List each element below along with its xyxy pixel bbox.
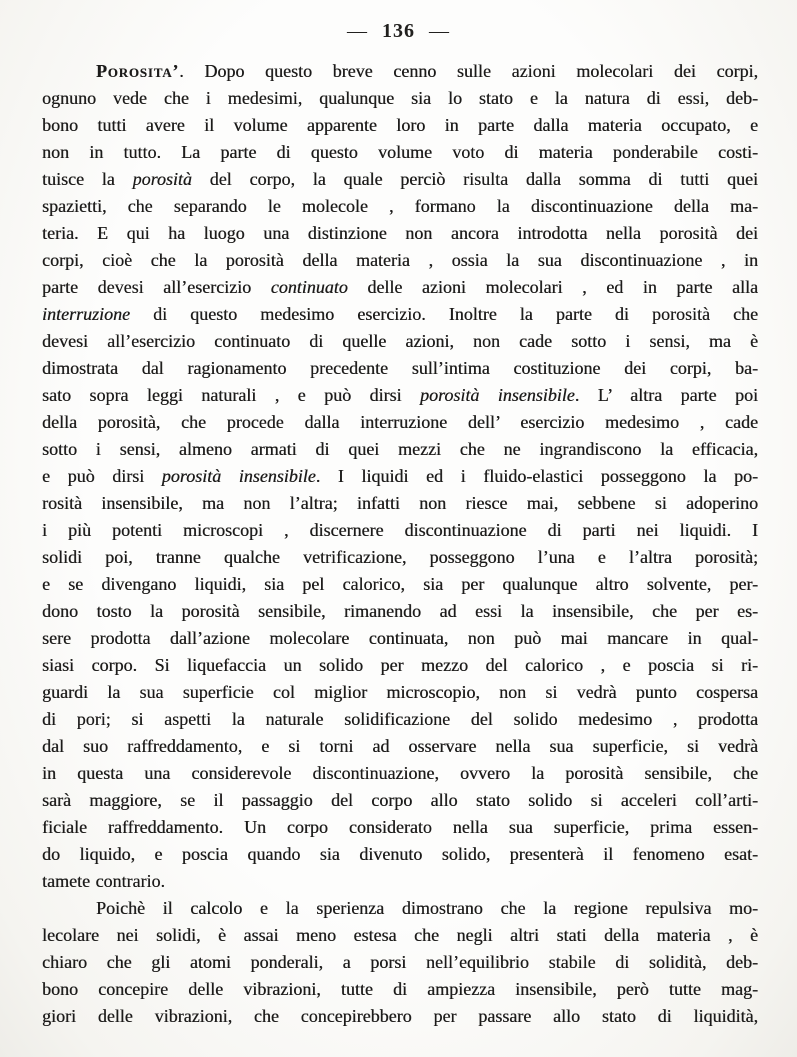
text-line [42,1003,758,1030]
emphasized-term: continuato [270,277,348,297]
text-segment: spazietti, che separando le molecole , formano la discontinuazione della ma- [42,196,758,216]
text-line [42,139,758,166]
text-segment: do liquido, e poscia quando sia divenuto solido, presenterà il fenomeno esat- [42,844,758,864]
text-line [42,949,758,976]
text-line [42,922,758,949]
text-line [42,193,758,220]
text-segment: sere prodotta dall’azione molecolare continuata, non può mai mancare in qual- [42,628,758,648]
text-segment: non in tutto. La parte di questo volume voto di materia ponderabile costi- [42,142,758,162]
text-line [42,841,758,868]
text-line [42,328,758,355]
text-line [42,571,758,598]
text-segment: sato sopra leggi naturali , e può dirsi [42,385,420,405]
text-segment: sarà maggiore, se il passaggio del corpo allo stato solido si acceleri coll’arti- [42,790,758,810]
text-line [42,247,758,274]
text-line [42,436,758,463]
text-segment: di pori; si aspetti la naturale solidificazione del solido medesimo , prodotta [42,709,758,729]
text-segment: dimostrata dal ragionamento precedente sull’intima costituzione dei corpi, ba- [42,358,758,378]
text-segment: Poichè il calcolo e la sperienza dimostrano che la regione repulsiva mo- [96,898,758,918]
header-dash-right: — [429,20,450,42]
text-line [42,166,758,193]
text-line [42,598,758,625]
text-line [42,355,758,382]
text-line [42,868,758,895]
emphasized-term: porosità [132,169,192,189]
text-line [42,382,758,409]
text-line [42,517,758,544]
text-segment: giori delle vibrazioni, che concepirebbero per passare allo stato di liquidità, [42,1006,758,1026]
text-line [42,895,758,922]
running-head [0,20,797,43]
emphasized-term: porosità insensibile [161,466,316,486]
text-segment: corpi, cioè che la porosità della materia , ossia la sua discontinuazione , in [42,250,758,270]
text-segment: delle azioni molecolari , ed in parte alla [347,277,758,297]
text-segment: solidi poi, tranne qualche vetrificazione, posseggono l’una e l’altra porosità; [42,547,758,567]
section-heading: Porosita’ [96,61,180,81]
text-line [42,220,758,247]
text-segment: di questo medesimo esercizio. Inoltre la parte di porosità che [130,304,758,324]
text-segment: dono tosto la porosità sensibile, rimanendo ad essi la insensibile, che per es- [42,601,758,621]
text-line [42,652,758,679]
emphasized-term: interruzione [42,304,130,324]
text-segment: i più potenti microscopi , discernere discontinuazione di parti nei liquidi. I [42,520,758,540]
text-line [42,85,758,112]
text-line [42,544,758,571]
text-segment: rosità insensibile, ma non l’altra; infatti non riesce mai, sebbene si adoperino [42,493,758,513]
text-line [42,58,758,85]
text-line [42,814,758,841]
text-segment: tuisce la [42,169,133,189]
text-line [42,409,758,436]
text-block [42,58,758,1030]
text-line [42,733,758,760]
text-line [42,625,758,652]
text-line [42,274,758,301]
text-segment: devesi all’esercizio continuato di quelle azioni, non cade sotto i sensi, ma è [42,331,758,351]
text-segment: in questa una considerevole discontinuazione, ovvero la porosità sensibile, che [42,763,758,783]
text-segment: lecolare nei solidi, è assai meno estesa che negli altri stati della materia , è [42,925,758,945]
text-segment: . L’ altra parte poi [574,385,758,405]
text-segment: del corpo, la quale perciò risulta dalla somma di tutti quei [191,169,758,189]
text-line [42,760,758,787]
text-line [42,976,758,1003]
text-segment: e se divengano liquidi, sia pel calorico, sia per qualunque altro solvente, per- [42,574,758,594]
text-line [42,787,758,814]
text-segment: ognuno vede che i medesimi, qualunque sia lo stato e la natura di essi, deb- [42,88,758,108]
text-line [42,679,758,706]
text-segment: bono concepire delle vibrazioni, tutte di ampiezza insensibile, però tutte mag- [42,979,758,999]
text-segment: e può dirsi [42,466,162,486]
text-segment: guardi la sua superficie col miglior microscopio, non si vedrà punto cospersa [42,682,758,702]
text-segment: dal suo raffreddamento, e si torni ad osservare nella sua superficie, si vedrà [42,736,758,756]
text-line [42,490,758,517]
text-line [42,463,758,490]
text-segment: parte devesi all’esercizio [42,277,271,297]
text-line [42,301,758,328]
text-segment: . Dopo questo breve cenno sulle azioni molecolari dei corpi, [179,61,758,81]
emphasized-term: porosità insensibile [419,385,575,405]
text-segment: siasi corpo. Si liquefaccia un solido per mezzo del calorico , e poscia si ri- [42,655,758,675]
text-segment: ficiale raffreddamento. Un corpo considerato nella sua superficie, prima essen- [42,817,758,837]
page-number: 136 [382,20,415,42]
text-segment: chiaro che gli atomi ponderali, a porsi nell’equilibrio stabile di solidità, deb- [42,952,758,972]
text-segment: sotto i sensi, almeno armati di quei mezzi che ne ingrandiscono la efficacia, [42,439,758,459]
text-line [42,112,758,139]
text-line [42,706,758,733]
text-segment: . I liquidi ed i fluido-elastici posseggono la po- [315,466,758,486]
text-segment: teria. E qui ha luogo una distinzione non ancora introdotta nella porosità dei [42,223,758,243]
header-dash-left: — [347,20,368,42]
text-segment: della porosità, che procede dalla interruzione dell’ esercizio medesimo , cade [42,412,758,432]
text-segment: tamete contrario. [42,871,165,891]
text-segment: bono tutti avere il volume apparente loro in parte dalla materia occupato, e [42,115,758,135]
